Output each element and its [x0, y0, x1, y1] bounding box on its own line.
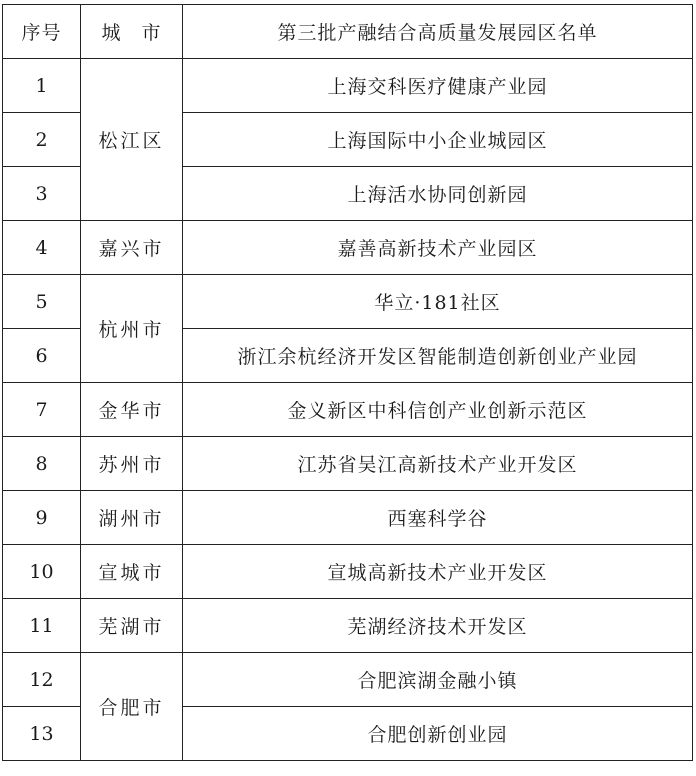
- park-name: 上海国际中小企业城园区: [183, 113, 693, 167]
- city-cell: 松江区: [81, 59, 183, 221]
- header-park: 第三批产融结合高质量发展园区名单: [183, 5, 693, 59]
- row-index: 10: [3, 545, 81, 599]
- table-row: [3, 437, 693, 491]
- city-cell: 芜湖市: [81, 599, 183, 653]
- table-row: [3, 653, 693, 707]
- header-city: 城 市: [81, 5, 183, 59]
- city-cell: 宣城市: [81, 545, 183, 599]
- park-name: 宣城高新技术产业开发区: [183, 545, 693, 599]
- city-cell: 合肥市: [81, 653, 183, 761]
- row-index: 13: [3, 707, 81, 761]
- row-index: 9: [3, 491, 81, 545]
- row-index: 7: [3, 383, 81, 437]
- header-row: [3, 5, 693, 59]
- park-name: 浙江余杭经济开发区智能制造创新创业产业园: [183, 329, 693, 383]
- city-cell: 嘉兴市: [81, 221, 183, 275]
- table-row: [3, 491, 693, 545]
- row-index: 1: [3, 59, 81, 113]
- table-row: [3, 275, 693, 329]
- park-name: 芜湖经济技术开发区: [183, 599, 693, 653]
- row-index: 12: [3, 653, 81, 707]
- row-index: 4: [3, 221, 81, 275]
- table-row: [3, 59, 693, 113]
- table-row: [3, 545, 693, 599]
- row-index: 2: [3, 113, 81, 167]
- park-name: 江苏省吴江高新技术产业开发区: [183, 437, 693, 491]
- park-name: 金义新区中科信创产业创新示范区: [183, 383, 693, 437]
- park-name: 合肥滨湖金融小镇: [183, 653, 693, 707]
- table-row: [3, 221, 693, 275]
- row-index: 6: [3, 329, 81, 383]
- park-list-table: [2, 4, 693, 761]
- row-index: 5: [3, 275, 81, 329]
- table-body: [3, 59, 693, 761]
- city-cell: 杭州市: [81, 275, 183, 383]
- city-cell: 湖州市: [81, 491, 183, 545]
- city-cell: 苏州市: [81, 437, 183, 491]
- park-name: 合肥创新创业园: [183, 707, 693, 761]
- row-index: 8: [3, 437, 81, 491]
- table-row: [3, 383, 693, 437]
- header-index: 序号: [3, 5, 81, 59]
- park-name: 嘉善高新技术产业园区: [183, 221, 693, 275]
- park-name: 上海活水协同创新园: [183, 167, 693, 221]
- park-name: 上海交科医疗健康产业园: [183, 59, 693, 113]
- city-cell: 金华市: [81, 383, 183, 437]
- table-row: [3, 599, 693, 653]
- row-index: 3: [3, 167, 81, 221]
- row-index: 11: [3, 599, 81, 653]
- park-name: 华立·181社区: [183, 275, 693, 329]
- park-name: 西塞科学谷: [183, 491, 693, 545]
